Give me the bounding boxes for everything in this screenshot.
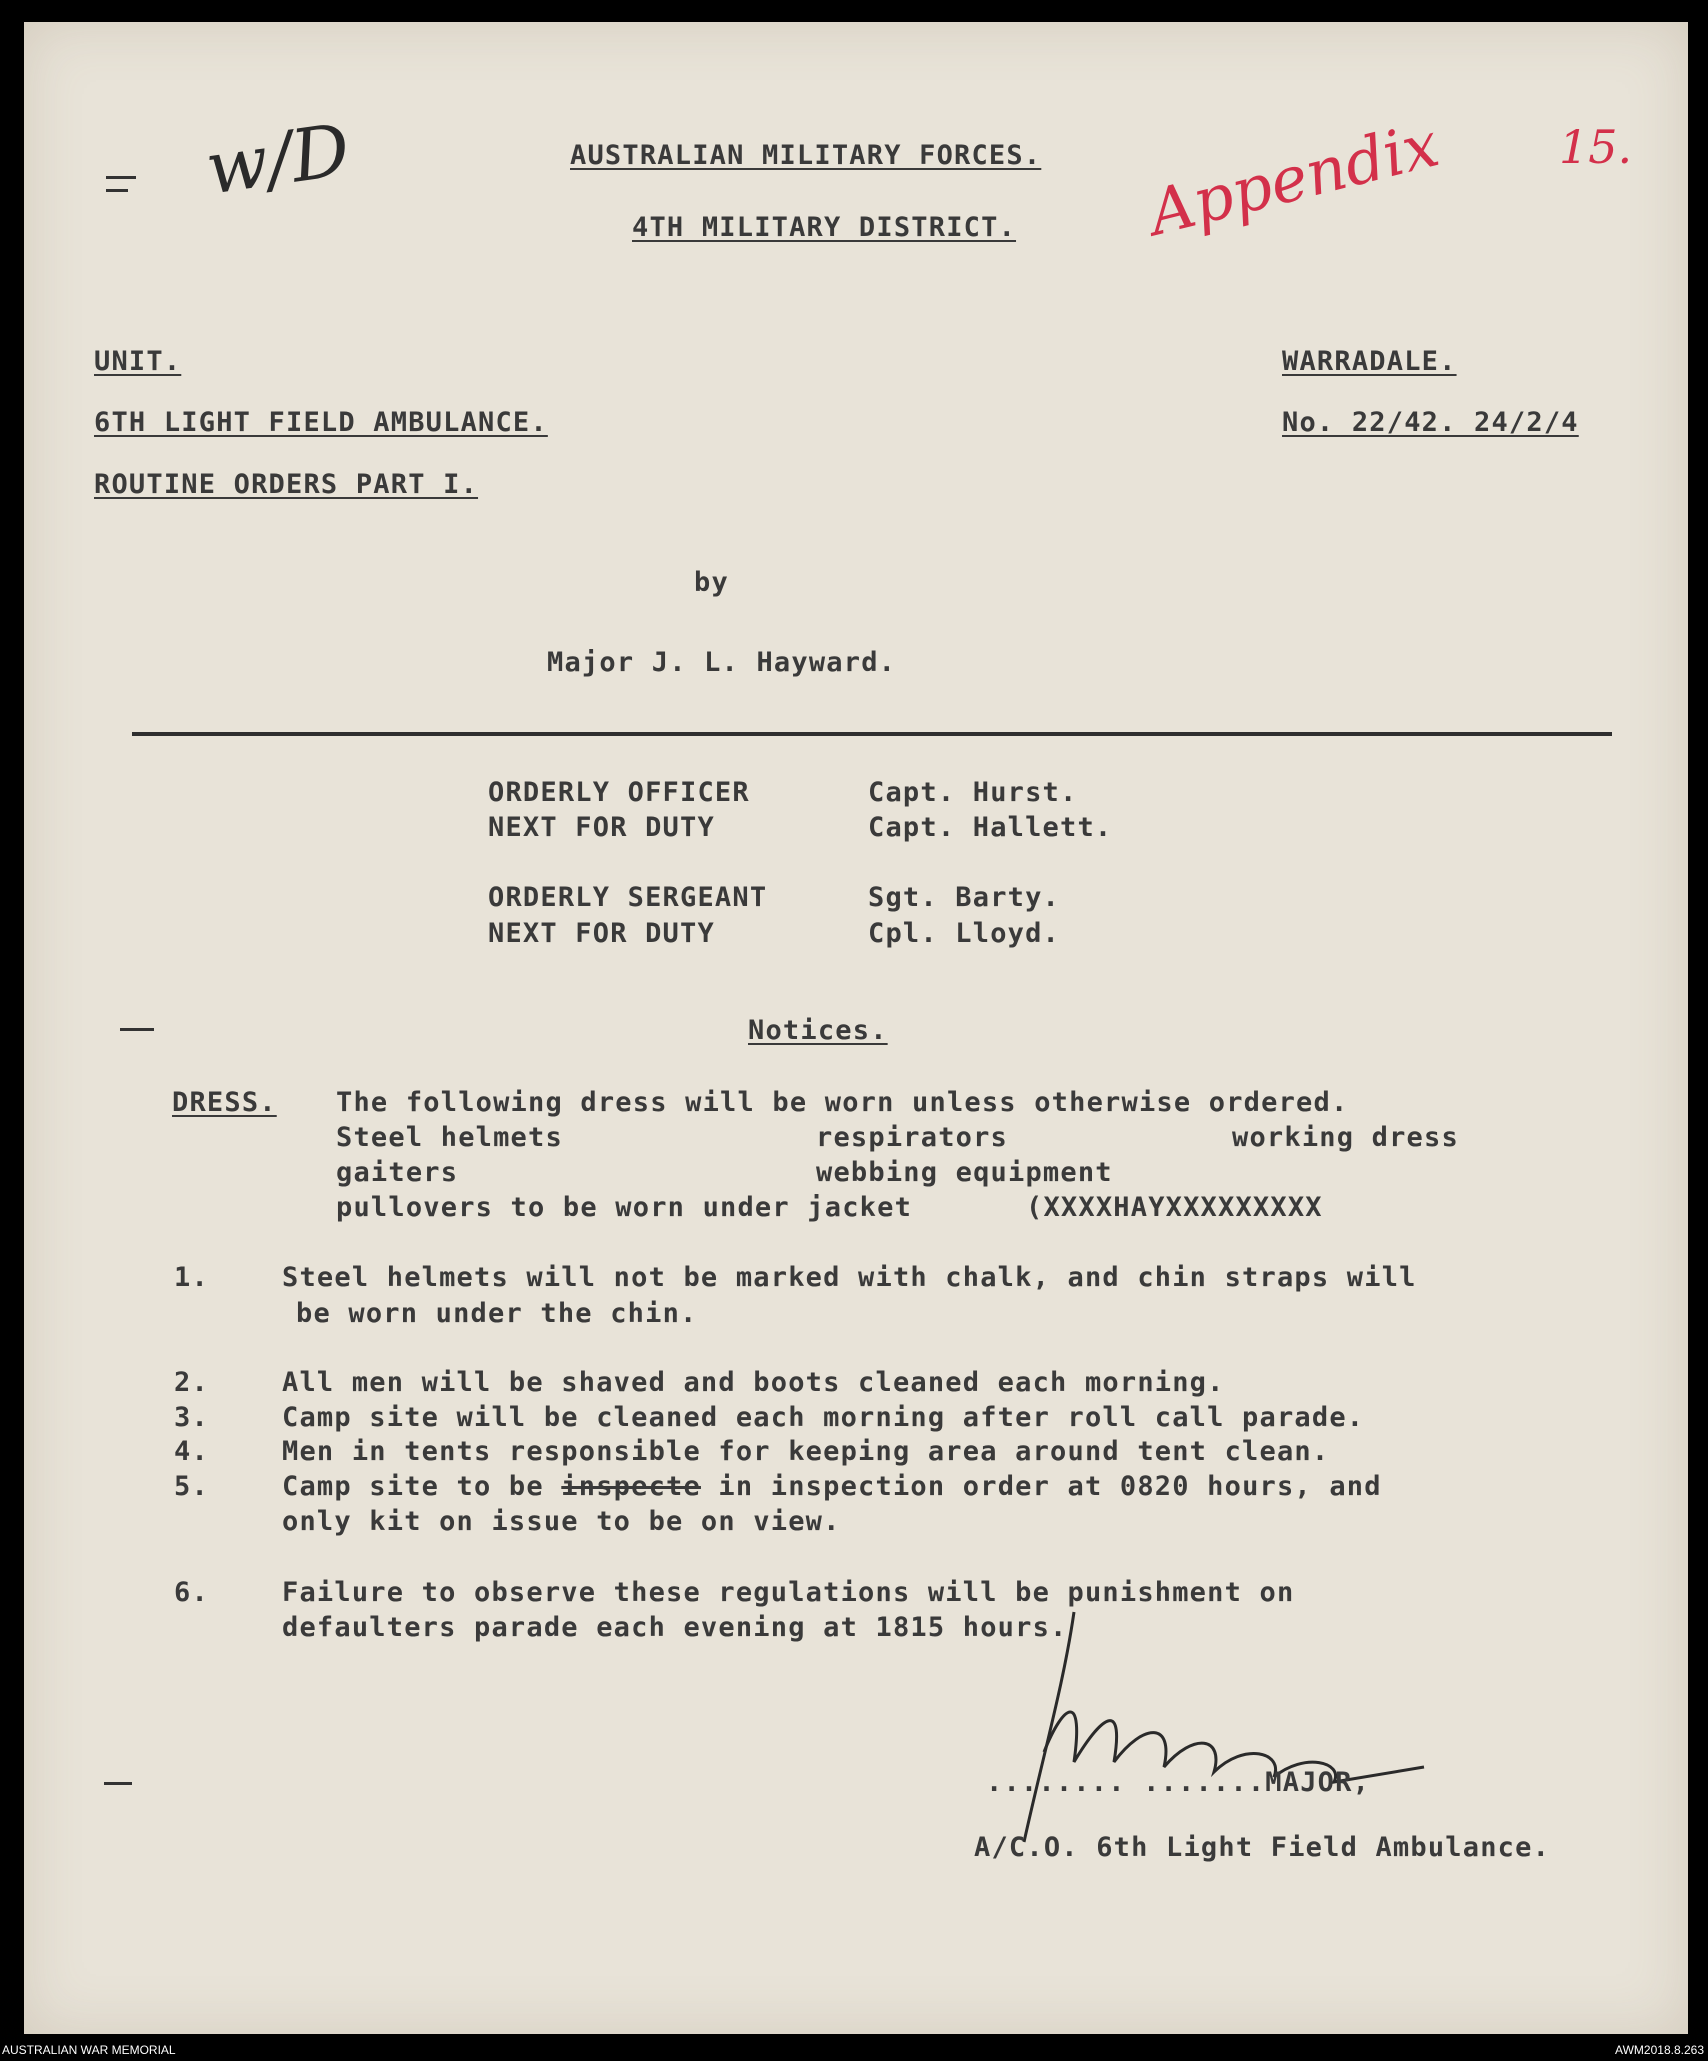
rule-text-post: in inspection order at 0820 hours, and	[700, 1471, 1382, 1502]
rule-text: Men in tents responsible for keeping area around tent clean.	[282, 1436, 1330, 1467]
handwritten-signature	[1004, 1602, 1444, 1862]
margin-tick	[106, 189, 128, 192]
duty-role: NEXT FOR DUTY	[488, 812, 715, 843]
duty-role: NEXT FOR DUTY	[488, 918, 715, 949]
rule-number: 6.	[174, 1577, 209, 1608]
document-page	[24, 22, 1688, 2034]
dress-struck-text: (XXXXHAYXXXXXXXXX	[1026, 1192, 1323, 1223]
dress-item: Steel helmets	[336, 1122, 563, 1153]
author-name: Major J. L. Hayward.	[547, 647, 897, 678]
handwritten-wd-annotation: w/D	[200, 107, 355, 211]
dress-label: DRESS.	[172, 1087, 277, 1118]
rule-number: 5.	[174, 1471, 209, 1502]
signature-rank-line: ........ .......MAJOR,	[986, 1767, 1371, 1798]
duty-name: Sgt. Barty.	[868, 882, 1061, 913]
unit-name: 6TH LIGHT FIELD AMBULANCE.	[94, 407, 548, 438]
rule-text: Camp site will be cleaned each morning after roll call parade.	[282, 1402, 1365, 1433]
handwritten-appendix-annotation: Appendix	[1141, 107, 1446, 250]
duty-name: Capt. Hallett.	[868, 812, 1113, 843]
rule-number: 4.	[174, 1436, 209, 1467]
unit-label: UNIT.	[94, 346, 182, 377]
rule-number: 2.	[174, 1367, 209, 1398]
margin-tick	[106, 176, 136, 179]
rule-text: Steel helmets will not be marked with chalk, and chin straps will	[282, 1262, 1417, 1293]
handwritten-appendix-number: 15.	[1559, 120, 1633, 174]
place-name: WARRADALE.	[1282, 346, 1457, 377]
margin-tick	[120, 1028, 154, 1031]
header-title: AUSTRALIAN MILITARY FORCES.	[570, 140, 1042, 171]
rule-text-struck: inspecte	[561, 1471, 701, 1502]
dress-intro: The following dress will be worn unless otherwise ordered.	[336, 1087, 1349, 1118]
margin-tick	[104, 1782, 132, 1785]
dress-item: webbing equipment	[816, 1157, 1113, 1188]
rule-text-pre: Camp site to be	[282, 1471, 562, 1502]
rule-text: Failure to observe these regulations will be punishment on	[282, 1577, 1295, 1608]
rule-text	[282, 1471, 1382, 1502]
rule-text: be worn under the chin.	[296, 1298, 698, 1329]
duty-role: ORDERLY SERGEANT	[488, 882, 768, 913]
rule-number: 1.	[174, 1262, 209, 1293]
duty-name: Cpl. Lloyd.	[868, 918, 1061, 949]
footer-left: AUSTRALIAN WAR MEMORIAL	[2, 2043, 176, 2057]
dress-pullovers: pullovers to be worn under jacket	[336, 1192, 913, 1223]
dress-item: working dress	[1232, 1122, 1459, 1153]
dress-item: gaiters	[336, 1157, 459, 1188]
signature-title: A/C.O. 6th Light Field Ambulance.	[974, 1832, 1551, 1863]
duty-name: Capt. Hurst.	[868, 777, 1078, 808]
notices-title: Notices.	[748, 1015, 888, 1046]
rule-number: 3.	[174, 1402, 209, 1433]
rule-text: only kit on issue to be on view.	[282, 1506, 841, 1537]
footer-right: AWM2018.8.263	[1615, 2043, 1704, 2057]
rule-text: All men will be shaved and boots cleaned each morning.	[282, 1367, 1225, 1398]
orders-title: ROUTINE ORDERS PART I.	[94, 469, 479, 500]
rule-text: defaulters parade each evening at 1815 hours.	[282, 1612, 1068, 1643]
duty-role: ORDERLY OFFICER	[488, 777, 750, 808]
by-line: by	[694, 567, 729, 598]
header-district: 4TH MILITARY DISTRICT.	[632, 212, 1017, 243]
order-number-date: No. 22/42. 24/2/4	[1282, 407, 1579, 438]
dress-item: respirators	[816, 1122, 1009, 1153]
horizontal-rule	[132, 732, 1612, 736]
